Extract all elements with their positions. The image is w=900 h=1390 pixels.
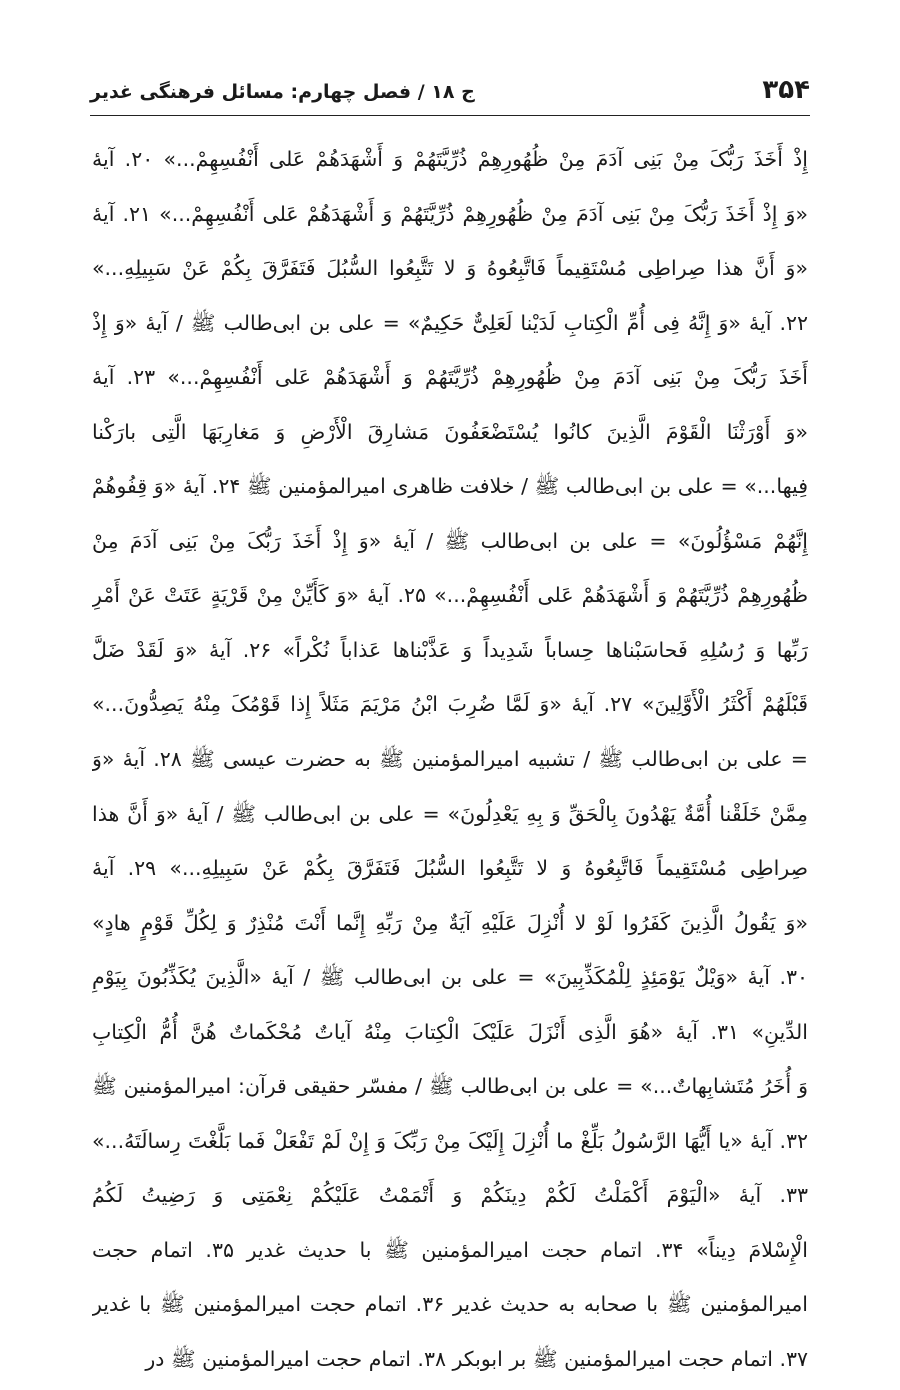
text-line: رَبِّها وَ رُسُلِهِ فَحاسَبْناها حِساباً شَدِیداً وَ عَذَّبْناها عَذاباً نُکْراً» ۲۶. آیۀ «وَ لَقَدْ ضَلَّ xyxy=(92,637,808,662)
running-title: ج ۱۸ / فصل چهارم: مسائل فرهنگی غدیر xyxy=(90,81,475,103)
text-line: الْإِسْلامَ دِیناً» ۳۴. اتمام حجت امیرالمؤمنین ﷺ با حدیث غدیر ۳۵. اتمام حجت xyxy=(92,1237,808,1262)
text-line: صِراطِی مُسْتَقِیماً فَاتَّبِعُوهُ وَ لا تَتَّبِعُوا السُّبُلَ فَتَفَرَّقَ بِکُمْ عَنْ سَبِیلِهِ...» ۲۹. آیۀ xyxy=(92,856,808,881)
text-line: ۳۲. آیۀ «یا أَیُّهَا الرَّسُولُ بَلِّغْ ما أُنْزِلَ إِلَیْکَ مِنْ رَبِّکَ وَ إِنْ لَمْ تَفْعَلْ فَما بَلَّغْتَ رِسالَتَهُ...» xyxy=(92,1128,808,1153)
header-divider xyxy=(90,115,810,116)
text-line: امیرالمؤمنین ﷺ با صحابه به حدیث غدیر ۳۶. اتمام حجت امیرالمؤمنین ﷺ با غدیر xyxy=(92,1292,808,1317)
body-text xyxy=(92,132,808,1387)
text-line: إِنَّهُمْ مَسْؤُلُونَ» = علی بن ابی‌طالب ﷺ / آیۀ «وَ إِذْ أَخَذَ رَبُّکَ مِنْ بَنِی آدَمَ مِنْ xyxy=(92,528,808,553)
text-line: فِیها...» = علی بن ابی‌طالب ﷺ / خلافت ظاهری امیرالمؤمنین ﷺ ۲۴. آیۀ «وَ قِفُوهُمْ xyxy=(92,474,808,499)
text-line: = علی بن ابی‌طالب ﷺ / تشبیه امیرالمؤمنین ﷺ به حضرت عیسی ﷺ ۲۸. آیۀ «وَ xyxy=(92,747,808,772)
text-line: قَبْلَهُمْ أَکْثَرُ الْأَوَّلِینَ» ۲۷. آیۀ «وَ لَمَّا ضُرِبَ ابْنُ مَرْیَمَ مَثَلاً إِذا قَوْمُکَ مِنْهُ یَصِدُّونَ...» xyxy=(92,692,808,717)
text-line: «وَ یَقُولُ الَّذِینَ کَفَرُوا لَوْ لا أُنْزِلَ عَلَیْهِ آیَةٌ مِنْ رَبِّهِ إِنَّما أَنْتَ مُنْذِرٌ وَ لِکُلِّ قَوْمٍ هادٍ» xyxy=(92,910,808,935)
text-line: «وَ أَوْرَثْنَا الْقَوْمَ الَّذِینَ کانُوا یُسْتَضْعَفُونَ مَشارِقَ الْأَرْضِ وَ مَغارِبَهَا الَّتِی بارَکْنا xyxy=(92,419,808,444)
text-line: إِذْ أَخَذَ رَبُّکَ مِنْ بَنِی آدَمَ مِنْ ظُهُورِهِمْ ذُرِّیَّتَهُمْ وَ أَشْهَدَهُمْ عَلی أَنْفُسِهِمْ...» ۲۰. آیۀ xyxy=(92,147,808,171)
text-line: «وَ إِذْ أَخَذَ رَبُّکَ مِنْ بَنِی آدَمَ مِنْ ظُهُورِهِمْ ذُرِّیَّتَهُمْ وَ أَشْهَدَهُمْ عَلی أَنْفُسِهِمْ...» ۲۱. آیۀ xyxy=(92,201,808,226)
text-line: مِمَّنْ خَلَقْنا أُمَّةٌ یَهْدُونَ بِالْحَقِّ وَ بِهِ یَعْدِلُونَ» = علی بن ابی‌طالب ﷺ / آیۀ «وَ أَنَّ هذا xyxy=(92,801,808,826)
text-line: أَخَذَ رَبُّکَ مِنْ بَنِی آدَمَ مِنْ ظُهُورِهِمْ ذُرِّیَّتَهُمْ وَ أَشْهَدَهُمْ عَلی أَنْفُسِهِمْ...» ۲۳. آیۀ xyxy=(92,365,808,390)
text-line: ۳۳. آیۀ «الْیَوْمَ أَکْمَلْتُ لَکُمْ دِینَکُمْ وَ أَتْمَمْتُ عَلَیْکُمْ نِعْمَتِی وَ رَضِیتُ لَکُمُ xyxy=(92,1183,808,1208)
text-line: ۲۲. آیۀ «وَ إِنَّهُ فِی أُمِّ الْکِتابِ لَدَیْنا لَعَلِیٌّ حَکِیمٌ» = علی بن ابی‌طالب ﷺ / آیۀ «وَ إِذْ xyxy=(92,310,808,335)
page-number: ۳۵۴ xyxy=(762,75,810,105)
text-line: ظُهُورِهِمْ ذُرِّیَّتَهُمْ وَ أَشْهَدَهُمْ عَلی أَنْفُسِهِمْ...» ۲۵. آیۀ «وَ کَأَیِّنْ مِنْ قَرْیَةٍ عَتَتْ عَنْ أَمْرِ xyxy=(92,583,808,608)
page-header xyxy=(90,72,810,112)
text-line: الدِّینِ» ۳۱. آیۀ «هُوَ الَّذِی أَنْزَلَ عَلَیْکَ الْکِتابَ مِنْهُ آیاتٌ مُحْکَماتٌ هُنَّ أُمُّ الْکِتابِ xyxy=(92,1019,808,1044)
text-line: ۳۰. آیۀ «وَیْلٌ یَوْمَئِذٍ لِلْمُکَذِّبِینَ» = علی بن ابی‌طالب ﷺ / آیۀ «الَّذِینَ یُکَذِّبُونَ بِیَوْمِ xyxy=(92,965,808,990)
text-line: ۳۷. اتمام حجت امیرالمؤمنین ﷺ بر ابوبکر ۳۸. اتمام حجت امیرالمؤمنین ﷺ در xyxy=(145,1347,808,1372)
text-line: وَ أُخَرُ مُتَشابِهاتٌ...» = علی بن ابی‌طالب ﷺ / مفسّر حقیقی قرآن: امیرالمؤمنین ﷺ xyxy=(92,1074,808,1099)
text-line: «وَ أَنَّ هذا صِراطِی مُسْتَقِیماً فَاتَّبِعُوهُ وَ لا تَتَّبِعُوا السُّبُلَ فَتَفَرَّقَ بِکُمْ عَنْ سَبِیلِهِ...» xyxy=(92,256,808,281)
